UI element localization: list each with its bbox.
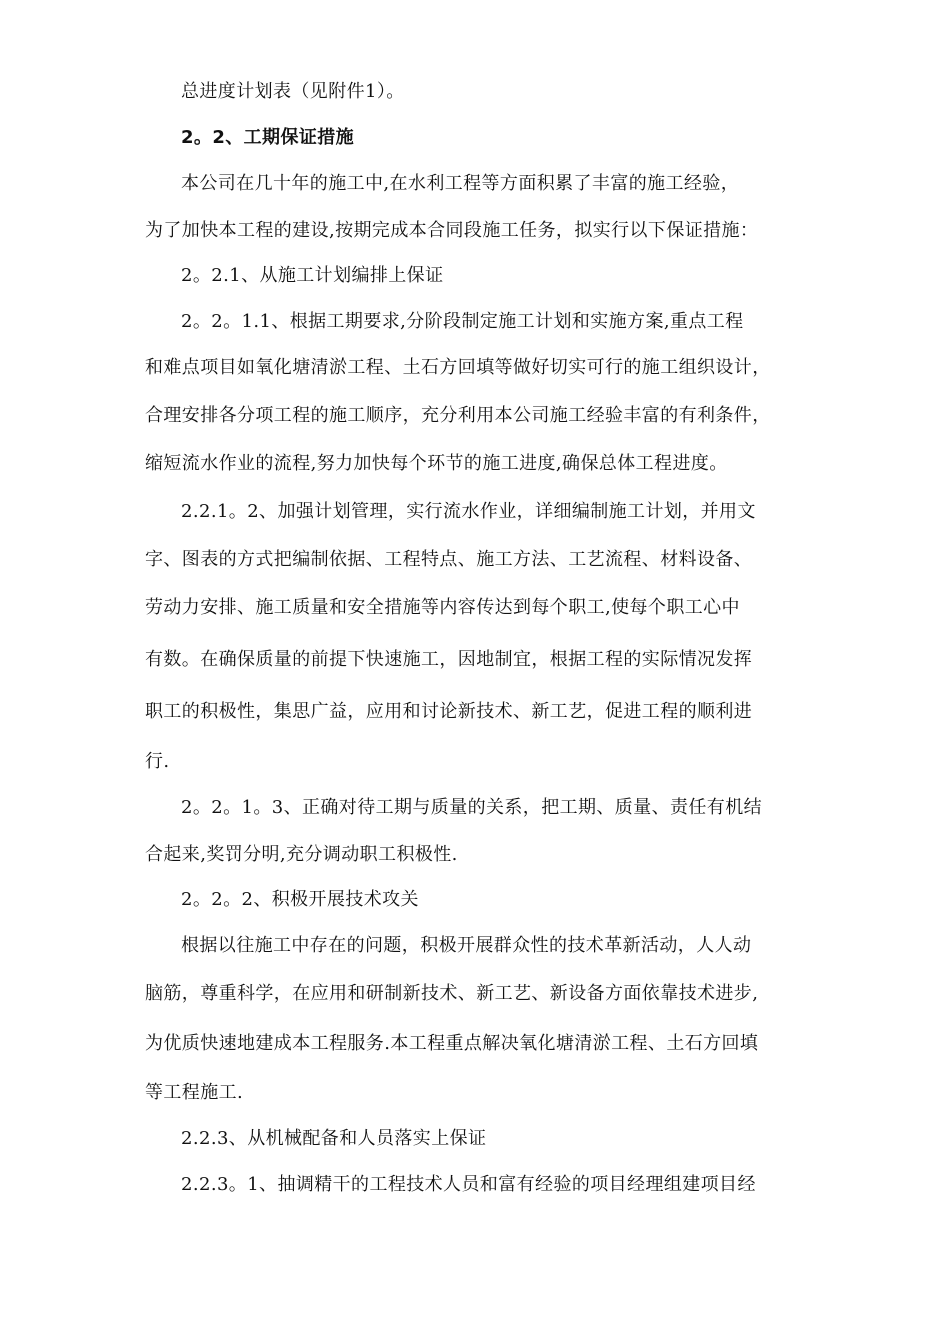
paragraph-line: 字、图表的方式把编制依据、工程特点、施工方法、工艺流程、材料设备、 bbox=[145, 549, 753, 570]
paragraph-line: 2。2。1.1、根据工期要求,分阶段制定施工计划和实施方案,重点工程 bbox=[181, 311, 744, 332]
paragraph-line: 2.2.1。2、加强计划管理，实行流水作业，详细编制施工计划，并用文 bbox=[181, 501, 756, 522]
paragraph-line: 行. bbox=[145, 751, 170, 772]
paragraph-line: 本公司在几十年的施工中,在水利工程等方面积累了丰富的施工经验， bbox=[181, 173, 740, 194]
paragraph-line: 为优质快速地建成本工程服务.本工程重点解决氧化塘清淤工程、土石方回填 bbox=[145, 1033, 759, 1054]
paragraph-line: 合起来,奖罚分明,充分调动职工积极性. bbox=[145, 844, 458, 865]
paragraph-line: 职工的积极性，集思广益，应用和讨论新技术、新工艺，促进工程的顺利进 bbox=[145, 701, 753, 722]
paragraph-line: 合理安排各分项工程的施工顺序，充分利用本公司施工经验丰富的有利条件， bbox=[145, 405, 771, 426]
paragraph-line: 缩短流水作业的流程,努力加快每个环节的施工进度,确保总体工程进度。 bbox=[145, 453, 728, 474]
paragraph-line: 为了加快本工程的建设,按期完成本合同段施工任务，拟实行以下保证措施： bbox=[145, 220, 759, 241]
text-line: 总进度计划表（见附件1）。 bbox=[181, 81, 405, 102]
paragraph-line: 2。2。1。3、正确对待工期与质量的关系，把工期、质量、责任有机结 bbox=[181, 797, 763, 818]
paragraph-line: 劳动力安排、施工质量和安全措施等内容传达到每个职工,使每个职工心中 bbox=[145, 597, 740, 618]
section-heading: 2。2、工期保证措施 bbox=[181, 127, 355, 148]
paragraph-line: 2.2.3。1、抽调精干的工程技术人员和富有经验的项目经理组建项目经 bbox=[181, 1174, 756, 1195]
subsection-heading: 2。2.1、从施工计划编排上保证 bbox=[181, 265, 444, 286]
paragraph-line: 根据以往施工中存在的问题，积极开展群众性的技术革新活动，人人动 bbox=[181, 935, 752, 956]
paragraph-line: 脑筋，尊重科学，在应用和研制新技术、新工艺、新设备方面依靠技术进步, bbox=[145, 983, 759, 1004]
subsection-heading: 2。2。2、积极开展技术攻关 bbox=[181, 889, 419, 910]
paragraph-line: 等工程施工. bbox=[145, 1082, 244, 1103]
paragraph-line: 有数。在确保质量的前提下快速施工，因地制宜，根据工程的实际情况发挥 bbox=[145, 649, 753, 670]
paragraph-line: 和难点项目如氧化塘清淤工程、土石方回填等做好切实可行的施工组织设计， bbox=[145, 357, 771, 378]
subsection-heading: 2.2.3、从机械配备和人员落实上保证 bbox=[181, 1128, 487, 1149]
